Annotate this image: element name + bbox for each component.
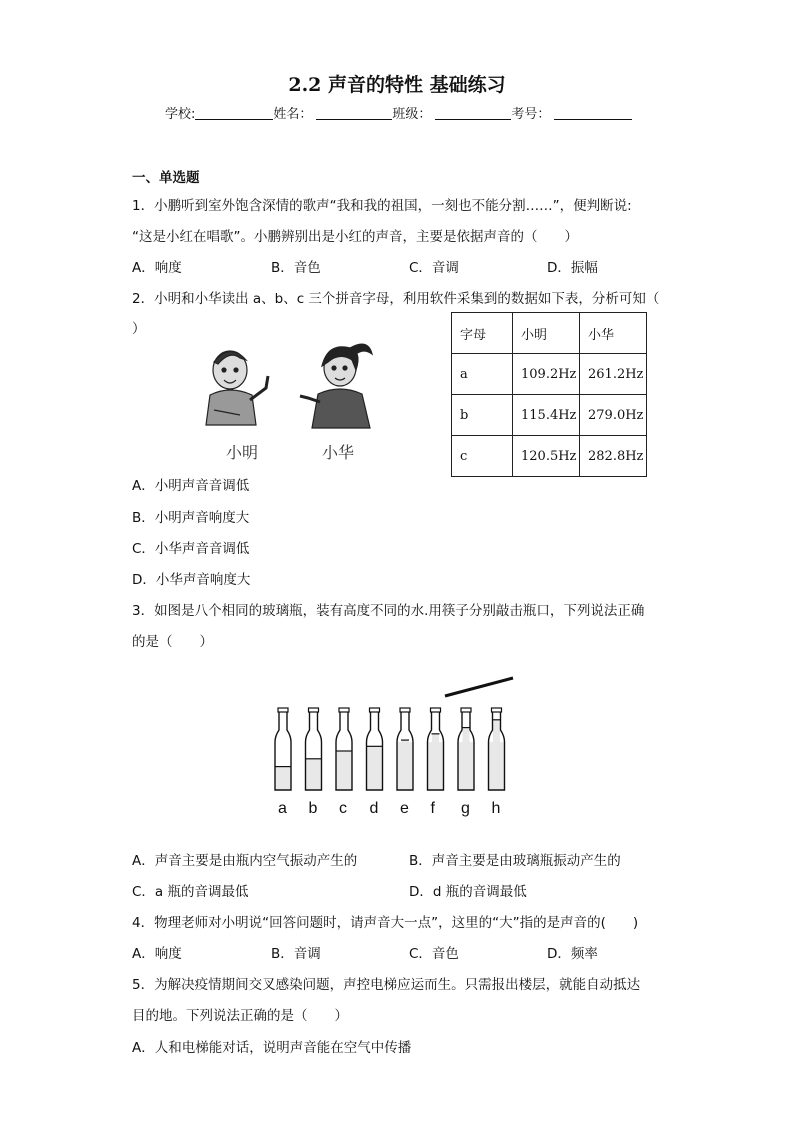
bottle-water bbox=[337, 751, 352, 790]
school-label: 学校: bbox=[165, 107, 196, 122]
bottle-mouth bbox=[309, 708, 319, 712]
bottles-figure bbox=[265, 672, 525, 822]
q3-option-d[interactable]: D．d 瓶的音调最低 bbox=[409, 884, 527, 900]
bottle-water bbox=[428, 742, 443, 790]
q2-line2: ） bbox=[132, 321, 146, 337]
table-cell: 279.0Hz bbox=[580, 395, 647, 436]
q1-line2: “这是小红在唱歌”。小鹏辨别出是小红的声音，主要是依据声音的（ ） bbox=[132, 229, 578, 245]
q2-option-b[interactable]: B．小明声音响度大 bbox=[132, 510, 250, 526]
q2-option-a[interactable]: A．小明声音音调低 bbox=[132, 478, 250, 494]
exam-no-blank bbox=[554, 105, 632, 120]
table-row bbox=[452, 436, 647, 477]
q1-option-d[interactable]: D．振幅 bbox=[547, 260, 598, 276]
girl-figure bbox=[300, 344, 372, 428]
table-cell: a bbox=[452, 354, 513, 395]
table-cell: 282.8Hz bbox=[580, 436, 647, 477]
table-cell: 261.2Hz bbox=[580, 354, 647, 395]
bottle-label-f: f bbox=[430, 800, 435, 817]
bottle-label-h: h bbox=[491, 800, 501, 817]
boy-figure bbox=[206, 351, 268, 425]
bottle-a bbox=[275, 708, 291, 790]
class-blank bbox=[435, 105, 511, 120]
table-cell: c bbox=[452, 436, 513, 477]
table-cell: b bbox=[452, 395, 513, 436]
q4-line1: 4．物理老师对小明说“回答问题时，请声音大一点”，这里的“大”指的是声音的( ) bbox=[132, 915, 639, 931]
q2-line1: 2．小明和小华读出 a、b、c 三个拼音字母，利用软件采集到的数据如下表，分析可知（ bbox=[132, 291, 660, 307]
table-header: 字母 bbox=[452, 313, 513, 354]
bottle-e bbox=[397, 708, 413, 790]
q4-option-d[interactable]: D．频率 bbox=[547, 946, 598, 962]
q2-option-c[interactable]: C．小华声音音调低 bbox=[132, 541, 250, 557]
bottle-c bbox=[336, 708, 352, 790]
bottle-mouth bbox=[278, 708, 288, 712]
bottle-g bbox=[458, 708, 474, 790]
bottle-water bbox=[398, 742, 413, 790]
student-info-row bbox=[165, 103, 632, 122]
q3-line1: 3．如图是八个相同的玻璃瓶，装有高度不同的水.用筷子分别敲击瓶口，下列说法正确 bbox=[132, 603, 645, 619]
q5-option-a[interactable]: A．人和电梯能对话，说明声音能在空气中传播 bbox=[132, 1040, 412, 1056]
school-blank bbox=[195, 105, 273, 120]
bottle-water bbox=[276, 767, 291, 790]
q4-option-a[interactable]: A．响度 bbox=[132, 946, 182, 962]
q4-option-c[interactable]: C．音色 bbox=[409, 946, 459, 962]
table-cell: 115.4Hz bbox=[513, 395, 580, 436]
table-header: 小华 bbox=[580, 313, 647, 354]
bottle-mouth bbox=[370, 708, 380, 712]
exam-no-label: 考号： bbox=[511, 107, 551, 122]
name-blank bbox=[316, 105, 392, 120]
q1-option-a[interactable]: A．响度 bbox=[132, 260, 182, 276]
bottle-water bbox=[459, 742, 474, 790]
bottle-label-c: c bbox=[339, 800, 347, 817]
bottle-mouth bbox=[400, 708, 410, 712]
q5-line2: 目的地。下列说法正确的是（ ） bbox=[132, 1008, 348, 1024]
q3-option-c[interactable]: C．a 瓶的音调最低 bbox=[132, 884, 249, 900]
bottle-label-b: b bbox=[308, 800, 318, 817]
bottle-water bbox=[489, 742, 504, 790]
bottle-f bbox=[428, 708, 444, 790]
caption-xiaohua: 小华 bbox=[322, 443, 355, 462]
bottle-mouth bbox=[339, 708, 349, 712]
q4-option-b[interactable]: B．音调 bbox=[271, 946, 321, 962]
section-heading: 一、单选题 bbox=[132, 170, 200, 186]
bottle-label-e: e bbox=[400, 800, 409, 817]
bottle-water bbox=[367, 746, 382, 790]
q5-line1: 5．为解决疫情期间交叉感染问题，声控电梯应运而生。只需报出楼层，就能自动抵达 bbox=[132, 977, 641, 993]
bottle-mouth bbox=[492, 708, 502, 712]
chopstick bbox=[445, 678, 513, 696]
frequency-table bbox=[451, 312, 647, 477]
bottle-h bbox=[489, 708, 505, 790]
table-header-row bbox=[452, 313, 647, 354]
bottle-b bbox=[306, 708, 322, 790]
bottle-water bbox=[306, 759, 321, 790]
table-row bbox=[452, 395, 647, 436]
bottle-mouth bbox=[461, 708, 471, 712]
bottle-mouth bbox=[431, 708, 441, 712]
page-title: 2.2 声音的特性 基础练习 bbox=[288, 74, 506, 96]
name-label: 姓名： bbox=[273, 107, 313, 122]
q1-line1: 1．小鹏听到室外饱含深情的歌声“我和我的祖国，一刻也不能分割……”，便判断说: bbox=[132, 198, 632, 214]
q3-option-a[interactable]: A．声音主要是由瓶内空气振动产生的 bbox=[132, 853, 358, 869]
bottle-d bbox=[367, 708, 383, 790]
bottle-label-a: a bbox=[278, 800, 287, 817]
table-header: 小明 bbox=[513, 313, 580, 354]
q2-option-d[interactable]: D．小华声音响度大 bbox=[132, 572, 251, 588]
q1-option-c[interactable]: C．音调 bbox=[409, 260, 459, 276]
bottle-label-g: g bbox=[461, 800, 470, 817]
q1-option-b[interactable]: B．音色 bbox=[271, 260, 321, 276]
table-cell: 120.5Hz bbox=[513, 436, 580, 477]
caption-xiaoming: 小明 bbox=[226, 443, 259, 462]
q3-line2: 的是（ ） bbox=[132, 634, 213, 650]
class-label: 班级： bbox=[392, 107, 432, 122]
table-row bbox=[452, 354, 647, 395]
table-cell: 109.2Hz bbox=[513, 354, 580, 395]
bottle-label-d: d bbox=[369, 800, 379, 817]
q3-option-b[interactable]: B．声音主要是由玻璃瓶振动产生的 bbox=[409, 853, 621, 869]
